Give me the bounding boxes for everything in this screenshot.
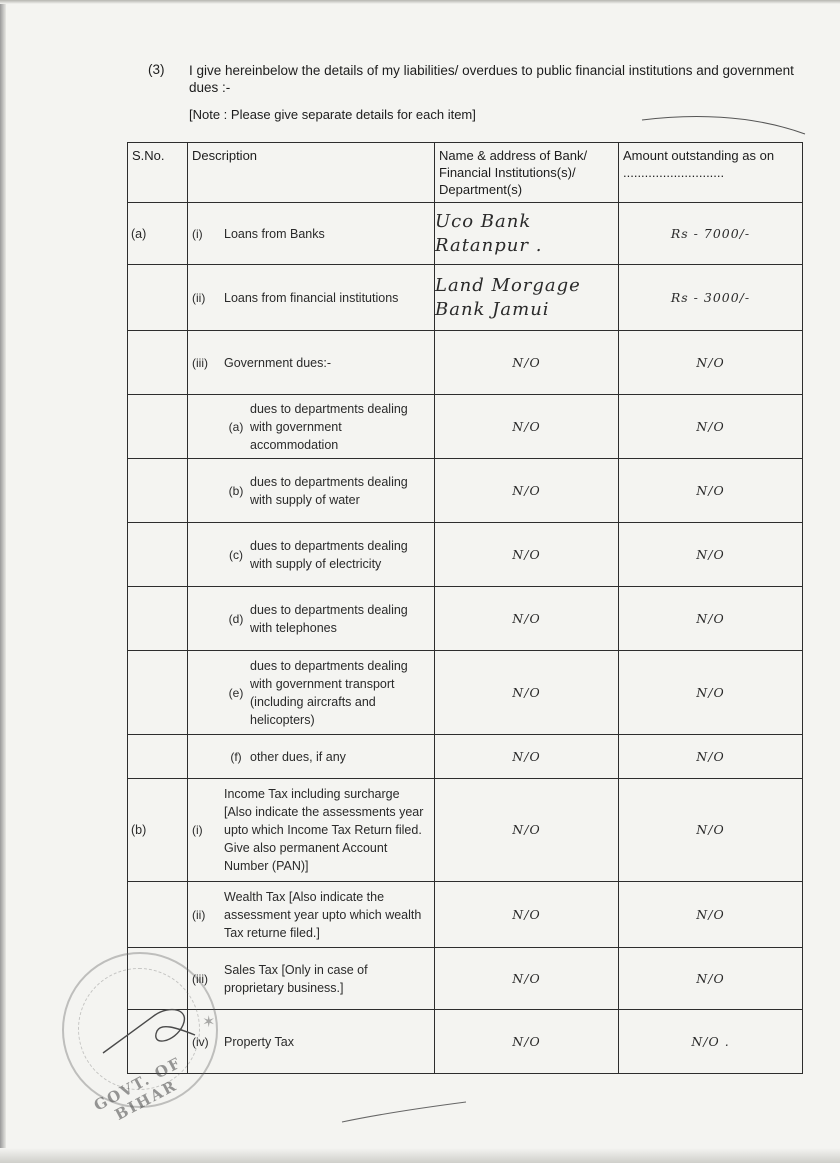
description-text: Income Tax including surcharge [Also indicate the assessments year upto which Income Tax Return filed. Give also permanent Account Number (PAN)] xyxy=(224,787,424,873)
description-text: Wealth Tax [Also indicate the assessment year upto which wealth Tax returne filed.] xyxy=(224,889,422,940)
description-wrap xyxy=(192,657,430,729)
cell-amount xyxy=(619,523,803,587)
description-text: Property Tax xyxy=(224,1034,294,1049)
description-wrap xyxy=(192,473,430,509)
handwritten-amount: Rs - 7000/- xyxy=(670,225,751,241)
cell-description xyxy=(188,735,435,779)
handwritten-entry: N/O xyxy=(512,970,541,986)
handwritten-amount: N/O xyxy=(696,684,725,700)
handwritten-entry: Ratanpur . xyxy=(435,234,543,256)
description-text: Government dues:- xyxy=(224,355,331,370)
description-wrap xyxy=(192,289,430,307)
pen-stroke xyxy=(340,1098,470,1128)
table-row xyxy=(128,587,803,651)
handwritten-entry: N/O xyxy=(512,546,541,562)
table-row xyxy=(128,1010,803,1074)
cell-description xyxy=(188,523,435,587)
table-row xyxy=(128,265,803,331)
table-row xyxy=(128,459,803,523)
cell-description xyxy=(188,331,435,395)
cell-description xyxy=(188,587,435,651)
table-row xyxy=(128,203,803,265)
cell-amount xyxy=(619,779,803,882)
cell-sno xyxy=(128,587,188,651)
handwritten-entry: N/O xyxy=(512,684,541,700)
description-wrap xyxy=(192,601,430,637)
cell-description xyxy=(188,459,435,523)
cell-description xyxy=(188,948,435,1010)
description-wrap xyxy=(192,225,430,243)
cell-sno xyxy=(128,882,188,948)
sub-item-letter: (d) xyxy=(228,611,244,626)
handwritten-entry: Bank Jamui xyxy=(435,298,550,320)
table-body xyxy=(128,203,803,1074)
cell-name-address xyxy=(435,523,619,587)
seal-text: GOVT. OF BIHAR xyxy=(90,1053,185,1124)
cell-sno: (a) xyxy=(128,203,188,265)
handwritten-amount: N/O xyxy=(696,822,725,837)
cell-amount xyxy=(619,587,803,651)
handwritten-amount: N/O xyxy=(696,546,725,562)
cell-amount xyxy=(619,265,803,331)
description-wrap xyxy=(192,354,430,372)
cell-name-address xyxy=(435,948,619,1010)
table-header-row xyxy=(128,143,803,203)
sub-item-letter: (b) xyxy=(228,483,244,498)
sub-item-letter: (e) xyxy=(228,685,244,700)
cell-description xyxy=(188,203,435,265)
handwritten-amount: N/O xyxy=(696,906,725,922)
cell-amount xyxy=(619,331,803,395)
description-text: dues to departments dealing with government transport (including aircrafts and helicopters) xyxy=(250,658,408,727)
cell-sno xyxy=(128,395,188,459)
cell-name-address xyxy=(435,882,619,948)
cell-amount xyxy=(619,395,803,459)
cell-sno xyxy=(128,523,188,587)
cell-amount xyxy=(619,1010,803,1074)
description-text: dues to departments dealing with supply of water xyxy=(250,474,408,507)
section-heading: I give hereinbelow the details of my liabilities/ overdues to public financial institutions and government dues :- xyxy=(189,63,794,95)
handwritten-amount: N/O xyxy=(696,354,725,370)
cell-description xyxy=(188,779,435,882)
item-numeral: (i) xyxy=(192,823,203,837)
cell-name-address xyxy=(435,587,619,651)
description-wrap xyxy=(192,961,430,997)
handwritten-amount: N/O xyxy=(696,418,725,434)
table-row xyxy=(128,948,803,1010)
cell-sno xyxy=(128,459,188,523)
cell-description xyxy=(188,395,435,459)
handwritten-entry: Uco Bank xyxy=(435,210,532,232)
cell-description xyxy=(188,651,435,735)
cell-amount xyxy=(619,735,803,779)
header-description: Description xyxy=(188,143,435,203)
item-numeral: (iii) xyxy=(192,355,208,370)
table-row xyxy=(128,395,803,459)
cell-sno xyxy=(128,651,188,735)
handwritten-entry: N/O xyxy=(512,822,541,837)
sub-item-letter: (a) xyxy=(228,419,244,434)
handwritten-amount: N/O xyxy=(696,610,725,626)
handwritten-entry: Land Morgage xyxy=(435,274,581,296)
table-row xyxy=(128,523,803,587)
description-wrap xyxy=(192,400,430,454)
seal-star-icon: ✶ xyxy=(202,1014,216,1031)
header-amount: Amount outstanding as on ............................ xyxy=(619,143,803,203)
description-text: dues to departments dealing with supply of electricity xyxy=(250,538,408,571)
cell-name-address xyxy=(435,331,619,395)
handwritten-entry: N/O xyxy=(512,610,541,626)
handwritten-amount: N/O . xyxy=(691,1033,730,1049)
signature-scribble xyxy=(95,995,205,1065)
section-note: [Note : Please give separate details for each item] xyxy=(189,107,476,122)
description-wrap xyxy=(192,888,430,942)
table-row xyxy=(128,735,803,779)
cell-name-address xyxy=(435,203,619,265)
cell-name-address xyxy=(435,265,619,331)
sub-item-letter: (c) xyxy=(229,547,243,562)
cell-name-address xyxy=(435,1010,619,1074)
description-text: other dues, if any xyxy=(250,749,346,764)
table-row xyxy=(128,651,803,735)
cell-amount xyxy=(619,882,803,948)
table-row xyxy=(128,779,803,882)
table-row xyxy=(128,331,803,395)
sub-item-letter: (f) xyxy=(230,749,242,764)
handwritten-entry: N/O xyxy=(512,906,541,922)
description-wrap xyxy=(192,748,430,766)
description-wrap xyxy=(192,537,430,573)
header-sno: S.No. xyxy=(128,143,188,203)
section-number: (3) xyxy=(148,62,165,77)
cell-description xyxy=(188,265,435,331)
cell-amount xyxy=(619,203,803,265)
cell-sno: (b) xyxy=(128,779,188,882)
handwritten-entry: N/O xyxy=(512,418,541,434)
handwritten-amount: N/O xyxy=(696,748,725,764)
item-numeral: (iii) xyxy=(192,971,208,986)
cell-description xyxy=(188,882,435,948)
cell-amount xyxy=(619,948,803,1010)
handwritten-entry: N/O xyxy=(512,354,541,370)
handwritten-entry: N/O xyxy=(512,1033,541,1049)
cell-sno xyxy=(128,735,188,779)
cell-name-address xyxy=(435,735,619,779)
cell-amount xyxy=(619,651,803,735)
description-wrap xyxy=(192,1033,430,1051)
liabilities-table xyxy=(127,142,803,1074)
handwritten-amount: N/O xyxy=(696,482,725,498)
item-numeral: (iv) xyxy=(192,1034,209,1049)
cell-amount xyxy=(619,459,803,523)
cell-name-address xyxy=(435,459,619,523)
cell-name-address xyxy=(435,779,619,882)
description-text: Sales Tax [Only in case of proprietary business.] xyxy=(224,962,368,995)
table-row xyxy=(128,882,803,948)
scan-top-edge xyxy=(0,0,840,4)
description-wrap xyxy=(192,785,430,875)
handwritten-entry: N/O xyxy=(512,482,541,498)
handwritten-amount: Rs - 3000/- xyxy=(670,289,751,305)
header-name-address: Name & address of Bank/ Financial Institutions(s)/ Department(s) xyxy=(435,143,619,203)
item-numeral: (i) xyxy=(192,226,203,241)
pen-mark-line xyxy=(640,112,810,142)
description-text: dues to departments dealing with telephones xyxy=(250,602,408,635)
cell-name-address xyxy=(435,395,619,459)
description-text: Loans from Banks xyxy=(224,226,325,241)
scan-left-edge xyxy=(0,0,6,1163)
cell-sno xyxy=(128,265,188,331)
handwritten-entry: N/O xyxy=(512,748,541,764)
item-numeral: (ii) xyxy=(192,290,206,305)
item-numeral: (ii) xyxy=(192,907,206,922)
cell-sno xyxy=(128,331,188,395)
cell-description xyxy=(188,1010,435,1074)
description-text: dues to departments dealing with government accommodation xyxy=(250,401,408,452)
cell-name-address xyxy=(435,651,619,735)
description-text: Loans from financial institutions xyxy=(224,290,399,305)
handwritten-amount: N/O xyxy=(696,970,725,986)
scan-bottom-edge xyxy=(0,1148,840,1163)
